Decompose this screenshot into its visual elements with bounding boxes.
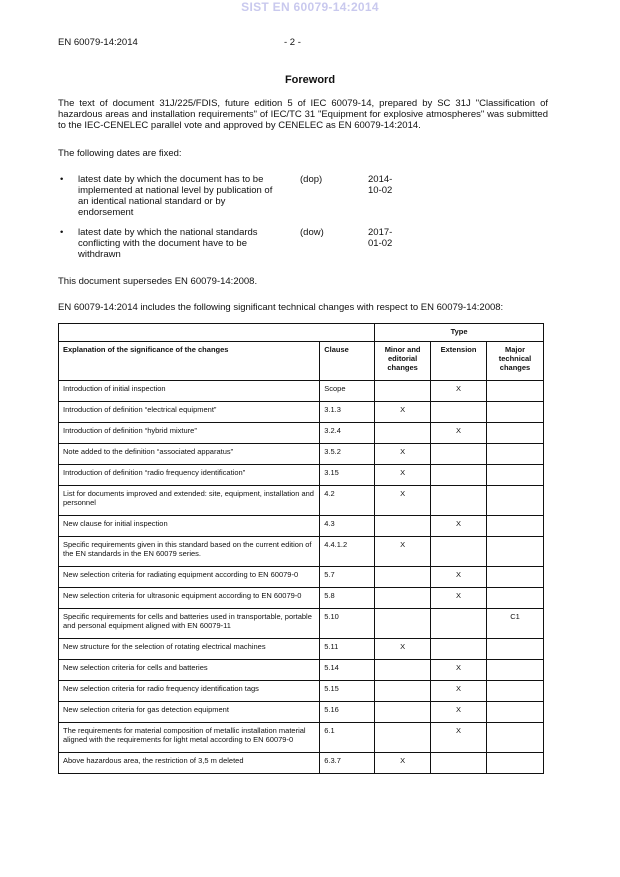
cell-minor: X (375, 486, 431, 516)
cell-extension (431, 402, 487, 423)
cell-major (487, 402, 544, 423)
cell-major (487, 753, 544, 774)
cell-explanation: Above hazardous area, the restriction of 3,5 m deleted (59, 753, 320, 774)
cell-major (487, 381, 544, 402)
cell-minor (375, 588, 431, 609)
cell-explanation: Introduction of initial inspection (59, 381, 320, 402)
dates-intro: The following dates are fixed: (58, 148, 182, 159)
table-row (59, 486, 544, 516)
cell-explanation: The requirements for material composition of metallic installation material aligned with the requirements for light metal according to EN 60079-0 (59, 723, 320, 753)
cell-minor: X (375, 753, 431, 774)
cell-explanation: Specific requirements given in this standard based on the current edition of the EN standards in the EN 60079 series. (59, 537, 320, 567)
cell-minor: X (375, 465, 431, 486)
cell-clause: 6.3.7 (320, 753, 375, 774)
bullet-icon: • (60, 227, 64, 238)
table-row (59, 723, 544, 753)
cell-explanation: New selection criteria for radio frequency identification tags (59, 681, 320, 702)
cell-extension: X (431, 681, 487, 702)
cell-explanation: New selection criteria for gas detection equipment (59, 702, 320, 723)
cell-major (487, 516, 544, 537)
cell-explanation: Introduction of definition “electrical equipment” (59, 402, 320, 423)
table-row (59, 753, 544, 774)
date-abbr: (dow) (300, 227, 324, 238)
watermark: SIST EN 60079-14:2014 (241, 0, 379, 14)
cell-clause: 5.7 (320, 567, 375, 588)
cell-explanation: New selection criteria for radiating equipment according to EN 60079-0 (59, 567, 320, 588)
cell-extension: X (431, 702, 487, 723)
cell-minor (375, 381, 431, 402)
cell-extension (431, 444, 487, 465)
cell-major (487, 702, 544, 723)
date-value: 2017-01-02 (368, 227, 393, 249)
cell-clause: 5.15 (320, 681, 375, 702)
cell-explanation: Specific requirements for cells and batteries used in transportable, portable and personal equipment aligned with EN 60079-11 (59, 609, 320, 639)
cell-extension: X (431, 423, 487, 444)
cell-major (487, 423, 544, 444)
table-row (59, 702, 544, 723)
cell-minor (375, 723, 431, 753)
date-text: latest date by which the national standards conflicting with the document have to be withdrawn (78, 227, 258, 260)
cell-explanation: List for documents improved and extended: site, equipment, installation and personnel (59, 486, 320, 516)
cell-extension (431, 639, 487, 660)
cell-major (487, 588, 544, 609)
cell-extension (431, 465, 487, 486)
cell-explanation: New selection criteria for ultrasonic equipment according to EN 60079-0 (59, 588, 320, 609)
cell-explanation: Introduction of definition “hybrid mixture” (59, 423, 320, 444)
supersedes-text: This document supersedes EN 60079-14:2008. (58, 276, 258, 287)
table-row (59, 567, 544, 588)
table-row (59, 609, 544, 639)
header-major: Major technical changes (487, 342, 544, 381)
intro-paragraph: The text of document 31J/225/FDIS, future edition 5 of IEC 60079-14, prepared by SC 31J "Classification of hazardous areas and installation requirements" of IEC/TC 31 "Equipment for explosive atmospheres" was submitted to the IEC-CENELEC parallel vote and approved by CENELEC as EN 60079-14:2014. (58, 98, 548, 131)
cell-extension: X (431, 723, 487, 753)
cell-clause: 4.3 (320, 516, 375, 537)
cell-extension: X (431, 567, 487, 588)
cell-minor (375, 681, 431, 702)
date-value: 2014-10-02 (368, 174, 393, 196)
page-title: Foreword (284, 74, 336, 86)
cell-extension (431, 609, 487, 639)
table-row (59, 639, 544, 660)
cell-minor (375, 567, 431, 588)
table-row (59, 516, 544, 537)
cell-major (487, 660, 544, 681)
header-doc-id: EN 60079-14:2014 (58, 37, 138, 48)
cell-clause: 5.11 (320, 639, 375, 660)
changes-table (58, 323, 544, 774)
blank-header-cell (59, 324, 375, 342)
cell-clause: Scope (320, 381, 375, 402)
table-row (59, 381, 544, 402)
cell-extension (431, 486, 487, 516)
cell-extension (431, 753, 487, 774)
date-text: latest date by which the document has to be implemented at national level by publication of an identical national standard or by endorsement (78, 174, 273, 218)
cell-clause: 4.2 (320, 486, 375, 516)
cell-minor: X (375, 402, 431, 423)
cell-major (487, 639, 544, 660)
table-row (59, 537, 544, 567)
cell-minor (375, 660, 431, 681)
table-row (59, 444, 544, 465)
cell-minor: X (375, 537, 431, 567)
cell-extension: X (431, 516, 487, 537)
cell-clause: 3.1.3 (320, 402, 375, 423)
header-explanation: Explanation of the significance of the changes (59, 342, 320, 381)
cell-major (487, 537, 544, 567)
cell-minor (375, 702, 431, 723)
cell-clause: 3.5.2 (320, 444, 375, 465)
cell-major: C1 (487, 609, 544, 639)
table-row (59, 402, 544, 423)
table-row (59, 681, 544, 702)
table-type-header-row (59, 324, 544, 342)
table-row (59, 465, 544, 486)
cell-explanation: New clause for initial inspection (59, 516, 320, 537)
cell-explanation: New structure for the selection of rotating electrical machines (59, 639, 320, 660)
cell-minor (375, 609, 431, 639)
table-row (59, 588, 544, 609)
cell-explanation: Note added to the definition “associated apparatus” (59, 444, 320, 465)
cell-minor (375, 516, 431, 537)
bullet-icon: • (60, 174, 64, 185)
type-header: Type (375, 324, 544, 342)
table-header-row (59, 342, 544, 381)
cell-explanation: Introduction of definition “radio frequency identification” (59, 465, 320, 486)
cell-major (487, 444, 544, 465)
cell-major (487, 486, 544, 516)
header-extension: Extension (431, 342, 487, 381)
cell-extension: X (431, 588, 487, 609)
table-row (59, 660, 544, 681)
cell-clause: 5.10 (320, 609, 375, 639)
page-number: - 2 - (284, 37, 301, 48)
cell-minor: X (375, 639, 431, 660)
cell-clause: 3.2.4 (320, 423, 375, 444)
cell-minor (375, 423, 431, 444)
cell-extension: X (431, 381, 487, 402)
header-minor: Minor and editorial changes (375, 342, 431, 381)
cell-major (487, 567, 544, 588)
table-row (59, 423, 544, 444)
cell-clause: 4.4.1.2 (320, 537, 375, 567)
cell-clause: 5.16 (320, 702, 375, 723)
cell-extension: X (431, 660, 487, 681)
cell-major (487, 723, 544, 753)
changes-intro: EN 60079-14:2014 includes the following significant technical changes with respect to EN 60079-14:2008: (58, 302, 504, 313)
cell-extension (431, 537, 487, 567)
cell-clause: 5.8 (320, 588, 375, 609)
cell-minor: X (375, 444, 431, 465)
cell-clause: 3.15 (320, 465, 375, 486)
cell-clause: 5.14 (320, 660, 375, 681)
header-clause: Clause (320, 342, 375, 381)
date-abbr: (dop) (300, 174, 323, 185)
cell-major (487, 681, 544, 702)
cell-major (487, 465, 544, 486)
cell-explanation: New selection criteria for cells and batteries (59, 660, 320, 681)
cell-clause: 6.1 (320, 723, 375, 753)
